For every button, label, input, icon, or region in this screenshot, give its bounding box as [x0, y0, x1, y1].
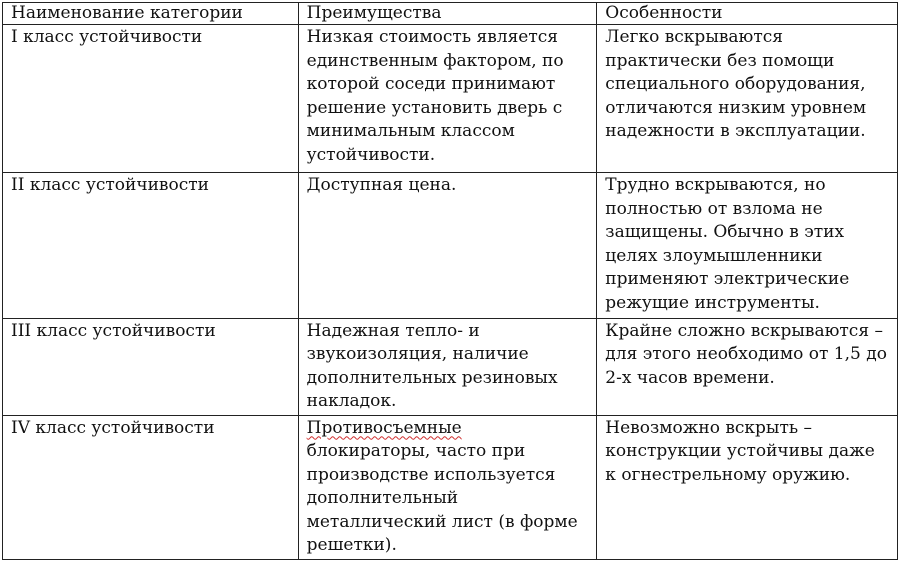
- category-cell: II класс устойчивости: [3, 173, 299, 318]
- table-header-row: [3, 3, 898, 25]
- advantages-cell: Доступная цена.: [298, 173, 597, 318]
- advantages-text: блокираторы, часто при производстве используется дополнительный металлический лист (в форме решетки).: [306, 441, 578, 556]
- header-features: Особенности: [597, 3, 898, 25]
- spellcheck-word: Противосъемные: [306, 417, 462, 438]
- advantages-cell: Низкая стоимость является единственным фактором, по которой соседи принимают решение установить дверь с минимальным классом устойчивости.: [298, 25, 597, 173]
- door-class-table: [2, 2, 898, 560]
- table-row: [3, 415, 898, 559]
- advantages-cell: [298, 415, 597, 559]
- table-row: [3, 318, 898, 415]
- features-cell: Крайне сложно вскрываются – для этого необходимо от 1,5 до 2-х часов времени.: [597, 318, 898, 415]
- category-cell: IV класс устойчивости: [3, 415, 299, 559]
- category-cell: III класс устойчивости: [3, 318, 299, 415]
- header-category: Наименование категории: [3, 3, 299, 25]
- features-cell: Трудно вскрываются, но полностью от взлома не защищены. Обычно в этих целях злоумышленники применяют электрические режущие инструменты.: [597, 173, 898, 318]
- advantages-cell: Надежная тепло- и звукоизоляция, наличие дополнительных резиновых накладок.: [298, 318, 597, 415]
- table-row: [3, 173, 898, 318]
- header-advantages: Преимущества: [298, 3, 597, 25]
- category-cell: I класс устойчивости: [3, 25, 299, 173]
- features-cell: Легко вскрываются практически без помощи специального оборудования, отличаются низким уровнем надежности в эксплуатации.: [597, 25, 898, 173]
- features-cell: Невозможно вскрыть – конструкции устойчивы даже к огнестрельному оружию.: [597, 415, 898, 559]
- table-row: [3, 25, 898, 173]
